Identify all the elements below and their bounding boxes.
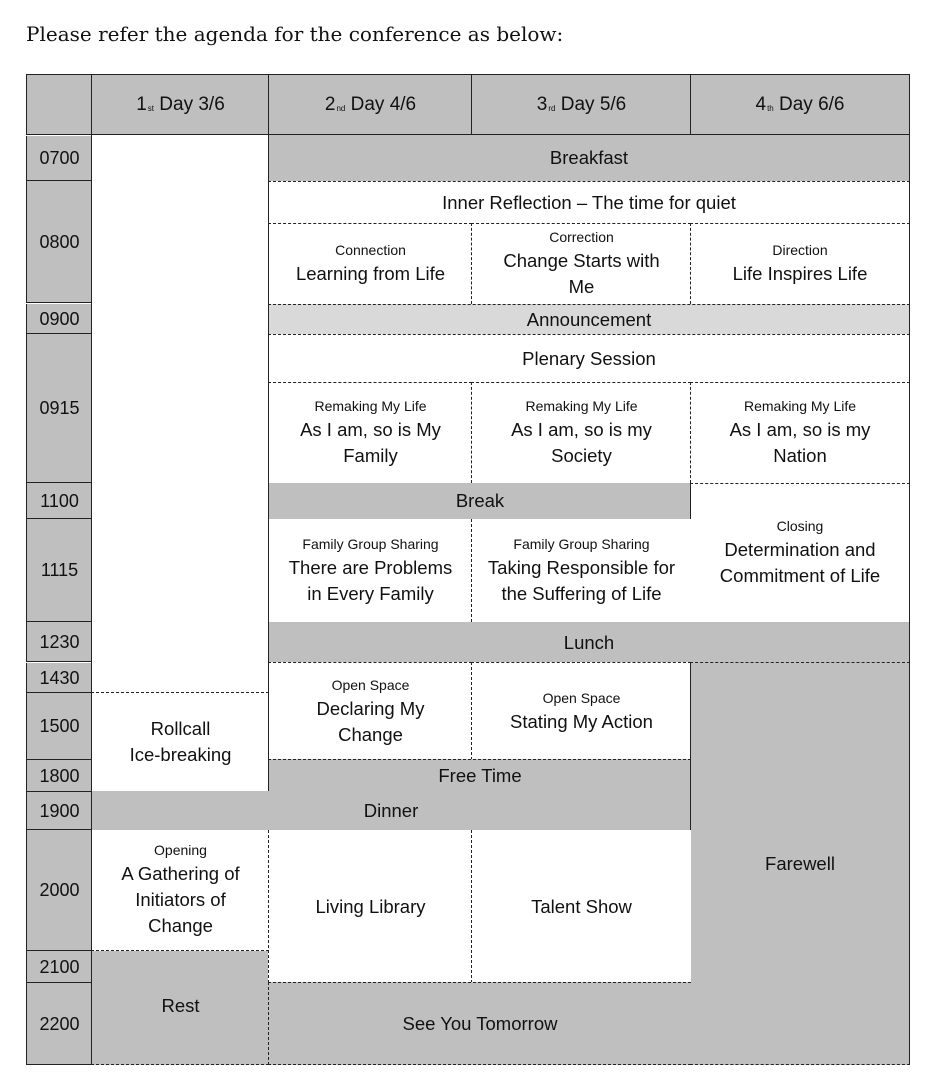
- breakfast-cell: [268, 135, 910, 181]
- dinner-label: Dinner: [363, 799, 419, 821]
- open-stating-cell: [471, 662, 691, 760]
- correction-subtitle: Correction: [549, 229, 614, 245]
- dinner-cell: [91, 791, 691, 830]
- header-day1-suffix: st: [147, 103, 155, 113]
- connection-cell: [268, 223, 472, 304]
- header-day3-date: Day 5/6: [560, 93, 627, 115]
- time-1800: 1800: [26, 760, 92, 792]
- day1-rest-cell: [91, 951, 269, 1065]
- time-0700: 0700: [26, 136, 92, 181]
- header-day2: [268, 74, 472, 135]
- remaking-nation-subtitle: Remaking My Life: [743, 398, 857, 414]
- farewell-cell: [690, 662, 910, 1065]
- see-you-label: See You Tomorrow: [402, 1012, 558, 1034]
- free-time-cell: [268, 759, 691, 791]
- day1-empty-block: [91, 135, 269, 693]
- fgs-responsible-subtitle: Family Group Sharing: [513, 535, 650, 552]
- remaking-family-subtitle: Remaking My Life: [314, 398, 427, 414]
- fgs-problems-cell: [268, 519, 472, 622]
- remaking-family-cell: [268, 382, 472, 483]
- remaking-nation-cell: [690, 382, 910, 483]
- talent-show-cell: [471, 830, 691, 983]
- time-1500: 1500: [26, 693, 92, 760]
- fgs-problems-title: There are Problems in Every Family: [288, 556, 453, 604]
- breakfast-label: Breakfast: [549, 147, 629, 168]
- open-stating-subtitle: Open Space: [542, 689, 621, 706]
- fgs-responsible-cell: [471, 519, 691, 622]
- inner-reflection-label: Inner Reflection – The time for quiet: [442, 192, 736, 213]
- correction-title: Change Starts with Me: [503, 250, 660, 297]
- lunch-label: Lunch: [563, 631, 615, 653]
- open-declaring-subtitle: Open Space: [331, 676, 410, 693]
- time-1115: 1115: [26, 519, 92, 622]
- time-2200: 2200: [26, 983, 92, 1065]
- closing-subtitle: Closing: [776, 518, 824, 534]
- time-0900: 0900: [26, 304, 92, 334]
- header-day2-date: Day 4/6: [350, 93, 417, 115]
- time-2000: 2000: [26, 830, 92, 951]
- open-stating-title: Stating My Action: [510, 710, 653, 732]
- rest-label: Rest: [161, 994, 200, 1016]
- header-corner: [26, 74, 92, 135]
- header-day4-suffix: th: [767, 103, 774, 113]
- see-you-cell: [268, 982, 691, 1065]
- remaking-society-title: As I am, so is my Society: [511, 419, 652, 466]
- time-1100: 1100: [26, 483, 92, 519]
- closing-title: Determination and Commitment of Life: [719, 539, 881, 586]
- remaking-family-title: As I am, so is My Family: [300, 419, 441, 466]
- connection-title: Learning from Life: [295, 263, 446, 284]
- announcement-cell: [268, 304, 910, 334]
- header-day1: [91, 74, 269, 135]
- closing-cell: [690, 483, 910, 622]
- header-day3-ordinal: 3: [536, 93, 548, 115]
- break-label: Break: [455, 490, 505, 511]
- header-day4: [690, 74, 910, 135]
- direction-title: Life Inspires Life: [732, 263, 868, 284]
- connection-subtitle: Connection: [335, 242, 406, 258]
- rollcall-label: Rollcall: [150, 718, 211, 739]
- announcement-label: Announcement: [526, 308, 652, 330]
- fgs-responsible-title: Taking Responsible for the Suffering of Life: [487, 556, 676, 604]
- header-day2-suffix: nd: [336, 103, 346, 113]
- header-day3-suffix: rd: [548, 103, 556, 113]
- opening-title: A Gathering of Initiators of Change: [121, 863, 240, 936]
- time-0800: 0800: [26, 181, 92, 303]
- lunch-cell: [268, 622, 910, 663]
- icebreaking-label: Ice-breaking: [129, 744, 232, 765]
- opening-subtitle: Opening: [154, 842, 207, 858]
- remaking-society-subtitle: Remaking My Life: [525, 398, 638, 414]
- time-0915: 0915: [26, 334, 92, 483]
- header-day4-date: Day 6/6: [779, 93, 845, 115]
- free-time-label: Free Time: [438, 764, 522, 786]
- day1-opening-cell: [91, 830, 269, 951]
- time-1900: 1900: [26, 792, 92, 830]
- remaking-nation-title: As I am, so is my Nation: [729, 419, 871, 466]
- day1-rollcall-cell: [91, 693, 269, 791]
- plenary-label: Plenary Session: [522, 348, 656, 369]
- fgs-problems-subtitle: Family Group Sharing: [302, 535, 439, 552]
- header-day2-ordinal: 2: [324, 93, 336, 115]
- time-1430: 1430: [26, 663, 92, 693]
- header-day4-ordinal: 4: [755, 93, 767, 115]
- remaking-society-cell: [471, 382, 691, 483]
- header-day3: [471, 74, 691, 135]
- intro-text: Please refer the agenda for the conference as below:: [26, 22, 564, 46]
- living-library-label: Living Library: [315, 895, 426, 917]
- inner-reflection-cell: [268, 181, 910, 224]
- open-declaring-title: Declaring My Change: [316, 697, 425, 745]
- plenary-cell: [268, 334, 910, 383]
- time-1230: 1230: [26, 622, 92, 662]
- header-day1-date: Day 3/6: [159, 93, 225, 115]
- living-library-cell: [268, 830, 472, 983]
- header-day1-ordinal: 1: [136, 93, 147, 115]
- farewell-label: Farewell: [765, 853, 835, 874]
- direction-cell: [690, 223, 910, 304]
- direction-subtitle: Direction: [772, 242, 828, 258]
- break-cell: [268, 483, 691, 519]
- talent-show-label: Talent Show: [531, 895, 632, 917]
- time-2100: 2100: [26, 951, 92, 983]
- correction-cell: [471, 223, 691, 304]
- open-declaring-cell: [268, 662, 472, 760]
